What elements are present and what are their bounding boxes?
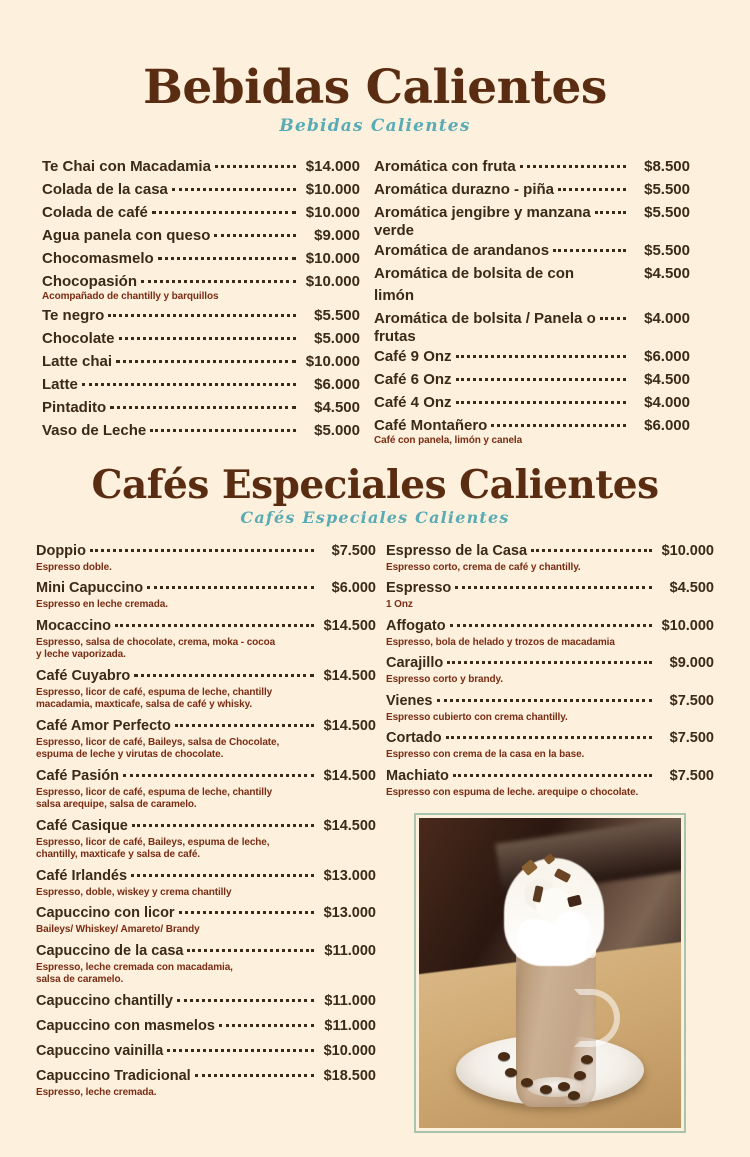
section-1-header [28, 62, 722, 138]
menu-entry-row [386, 616, 714, 637]
menu-entry [42, 225, 360, 247]
dot-leader [215, 165, 296, 168]
section-2-header [28, 463, 722, 529]
menu-entry [36, 716, 376, 762]
menu-entry-row [36, 541, 376, 562]
menu-entry-row [36, 1041, 376, 1062]
menu-entry-row [42, 202, 360, 224]
dot-leader [553, 249, 626, 252]
dot-leader [152, 211, 296, 214]
coffee-bean [540, 1085, 552, 1094]
menu-entry-row [36, 816, 376, 837]
menu-item-name: Chocomasmelo [42, 250, 154, 267]
menu-item-price: $18.500 [323, 1067, 376, 1084]
dot-leader [456, 355, 626, 358]
menu-item-description: Espresso con espuma de leche. arequipe o chocolate. [386, 786, 639, 798]
menu-entry [36, 578, 376, 612]
dot-leader [450, 624, 652, 627]
dot-leader [531, 549, 652, 552]
menu-entry-row [374, 392, 690, 414]
menu-item-name: Aromática de bolsita de con limón [374, 265, 575, 304]
menu-entry-row [386, 728, 714, 749]
dot-leader [600, 317, 626, 320]
menu-entry-row [42, 374, 360, 396]
menu-item-price: $11.000 [324, 992, 376, 1009]
coffee-bean [568, 1091, 580, 1100]
dot-leader [456, 401, 626, 404]
menu-item-name: Café 9 Onz [374, 348, 452, 365]
menu-entry [386, 578, 714, 612]
menu-entry [386, 728, 714, 762]
menu-entry-row [36, 578, 376, 599]
menu-item-price: $10.000 [305, 352, 360, 370]
menu-entry-row [42, 271, 360, 293]
menu-entry-row [374, 202, 690, 224]
menu-item-description: Café con panela, limón y canela [374, 435, 523, 446]
menu-item-name: Espresso [386, 580, 452, 596]
menu-item-price: $5.500 [644, 242, 690, 259]
dot-leader [453, 774, 652, 777]
menu-item-price: $5.000 [314, 329, 360, 347]
latte-photo-frame [414, 813, 686, 1133]
dot-leader [456, 378, 626, 381]
menu-item-name: Cortado [386, 730, 442, 746]
menu-entry-row [42, 420, 360, 442]
dot-leader [119, 337, 296, 340]
menu-item-name: Pintadito [42, 398, 107, 416]
menu-item-description: Espresso, doble, wiskey y crema chantilly [36, 886, 232, 898]
coffee-bean [498, 1052, 510, 1061]
dot-leader [175, 724, 314, 727]
menu-entry [42, 420, 360, 442]
menu-entry-row [386, 541, 714, 562]
latte-photo [419, 818, 681, 1128]
menu-item-description: Baileys/ Whiskey/ Amareto/ Brandy [36, 924, 200, 935]
menu-item-price: $7.500 [669, 767, 714, 784]
dot-leader [90, 549, 314, 552]
menu-item-price: $14.500 [323, 717, 376, 734]
menu-item-price: $4.500 [644, 371, 690, 388]
section-1-columns [28, 156, 722, 449]
menu-entry [374, 369, 690, 391]
menu-item-description: Espresso, leche cremada con macadamia, salsa de caramelo. [36, 961, 233, 985]
menu-item-price: $14.500 [323, 817, 376, 834]
dot-leader [446, 736, 652, 739]
dot-leader [167, 1049, 314, 1052]
menu-entry-row [386, 766, 714, 787]
menu-item-description: Espresso cubierto con crema chantilly. [386, 711, 568, 723]
section-2-columns [28, 541, 722, 1134]
menu-item-name-wrap: verde [374, 222, 415, 239]
menu-entry [374, 346, 690, 368]
section-cafes-especiales-calientes [0, 449, 750, 1134]
menu-entry [42, 374, 360, 396]
menu-entry [36, 766, 376, 812]
dot-leader [179, 911, 314, 914]
menu-item-name: Te Chai con Macadamia [42, 158, 211, 175]
menu-entry-row [36, 616, 376, 637]
menu-entry [374, 179, 690, 201]
menu-entry [36, 541, 376, 575]
menu-entry-row [374, 156, 690, 178]
menu-item-name: Te negro [42, 306, 105, 324]
dot-leader [447, 661, 652, 664]
menu-entry-row [386, 691, 714, 712]
section-2-right-column [376, 541, 714, 1134]
menu-entry [386, 616, 714, 650]
menu-entry [42, 328, 360, 350]
menu-item-price: $13.000 [323, 905, 376, 921]
dot-leader [134, 674, 314, 677]
menu-item-name: Agua panela con queso [42, 227, 211, 244]
menu-entry-row [36, 1016, 376, 1037]
menu-entry [386, 691, 714, 725]
menu-entry-row [36, 866, 376, 887]
menu-item-price: $14.500 [323, 617, 376, 634]
section-2-subtitle: Cafés Especiales Calientes [240, 507, 510, 527]
menu-item-name: Café Amor Perfecto [36, 717, 171, 734]
menu-entry-row [42, 328, 360, 350]
menu-entry [42, 305, 360, 327]
menu-item-price: $10.000 [305, 250, 360, 267]
menu-entry-row [36, 991, 376, 1012]
menu-item-name: Aromática de arandanos [374, 242, 550, 259]
menu-entry-row [36, 903, 376, 924]
dot-leader [558, 188, 626, 191]
dot-leader [110, 406, 296, 409]
section-2-right-items [386, 541, 714, 800]
menu-entry-row [386, 578, 714, 599]
section-1-right-column [360, 156, 690, 449]
menu-item-name: Latte [42, 375, 78, 393]
menu-item-name-wrap: frutas [374, 328, 416, 345]
menu-item-description: Espresso en leche cremada. [36, 599, 168, 610]
menu-item-price: $5.000 [314, 421, 360, 439]
menu-item-price: $10.000 [305, 181, 360, 198]
menu-item-description: Espresso, leche cremada. [36, 1086, 157, 1098]
menu-item-description: Espresso, licor de café, Baileys, espuma de leche, chantilly, maxticafe y salsa de café. [36, 836, 270, 860]
dot-leader [150, 429, 296, 432]
menu-item-name: Machiato [386, 767, 449, 784]
menu-item-description: Espresso, licor de café, Baileys, salsa de Chocolate, espuma de leche y virutas de chocolate. [36, 736, 280, 760]
menu-item-price: $4.500 [669, 580, 714, 596]
dot-leader [108, 314, 296, 317]
menu-entry [42, 156, 360, 178]
menu-item-name: Café 4 Onz [374, 394, 452, 411]
dot-leader [123, 774, 314, 777]
coffee-bean [574, 1071, 586, 1080]
menu-entry [42, 248, 360, 270]
menu-item-name: Aromática con fruta [374, 158, 516, 175]
menu-entry-row [42, 156, 360, 178]
menu-item-price: $4.000 [644, 310, 690, 327]
dot-leader [219, 1024, 314, 1027]
menu-item-price: $14.500 [323, 667, 376, 684]
dot-leader [595, 211, 626, 214]
menu-item-name: Capuccino chantilly [36, 992, 173, 1009]
section-bebidas-calientes [0, 0, 750, 449]
menu-item-description: Espresso, salsa de chocolate, crema, moka - cocoa y leche vaporizada. [36, 636, 276, 660]
dot-leader [177, 999, 314, 1002]
menu-entry [36, 991, 376, 1012]
menu-entry [374, 202, 690, 239]
menu-entry [36, 941, 376, 987]
menu-entry-row [42, 397, 360, 419]
menu-item-price: $14.500 [323, 767, 376, 784]
menu-item-name: Café 6 Onz [374, 371, 452, 388]
menu-item-description: Espresso corto, crema de café y chantilly. [386, 561, 581, 573]
menu-entry-row [42, 351, 360, 373]
menu-item-name: Affogato [386, 617, 446, 634]
menu-entry [374, 415, 690, 448]
menu-item-description: Espresso con crema de la casa en la base. [386, 749, 585, 760]
section-2-left-column [28, 541, 376, 1104]
menu-entry [386, 766, 714, 800]
menu-item-name: Colada de café [42, 204, 148, 221]
menu-entry [36, 1041, 376, 1062]
menu-item-name: Carajillo [386, 655, 444, 671]
menu-entry [374, 308, 690, 345]
coffee-bean [505, 1068, 517, 1077]
menu-item-price: $10.000 [323, 1042, 376, 1059]
menu-item-name: Vienes [386, 692, 433, 709]
menu-entry-row [42, 305, 360, 327]
menu-entry-row [374, 369, 690, 391]
menu-item-description: Espresso, licor de café, espuma de leche, chantilly macadamia, maxticafe, salsa de café y whisky. [36, 686, 273, 710]
menu-item-name: Capuccino de la casa [36, 942, 184, 959]
menu-item-name: Latte chai [42, 352, 113, 370]
menu-entry-row [42, 225, 360, 247]
dot-leader [491, 424, 626, 427]
menu-entry [386, 541, 714, 575]
coffee-bean [558, 1082, 570, 1091]
menu-item-price: $13.000 [323, 867, 376, 884]
menu-item-name: Chocopasión [42, 273, 138, 290]
menu-item-price: $7.500 [331, 542, 376, 559]
dot-leader [82, 383, 296, 386]
dot-leader [195, 1074, 314, 1077]
menu-item-price: $6.000 [644, 417, 690, 434]
menu-item-name: Aromática de bolsita / Panela o [374, 310, 596, 327]
menu-item-name: Capuccino con licor [36, 905, 175, 921]
dot-leader [187, 949, 314, 952]
dot-leader [455, 586, 652, 589]
menu-item-name: Café Casique [36, 817, 128, 834]
menu-item-price: $4.500 [314, 398, 360, 416]
menu-item-price: $5.500 [644, 181, 690, 198]
menu-item-name: Aromática durazno - piña [374, 181, 555, 198]
menu-entry [42, 271, 360, 304]
menu-entry [374, 392, 690, 414]
menu-entry-row [42, 179, 360, 201]
menu-item-description: 1 Onz [386, 599, 413, 610]
menu-entry-row [42, 248, 360, 270]
menu-entry-row [374, 415, 690, 437]
menu-item-price: $10.000 [305, 273, 360, 290]
menu-entry [42, 202, 360, 224]
menu-item-price: $7.500 [669, 730, 714, 746]
section-2-title: Cafés Especiales Calientes [91, 461, 659, 508]
menu-item-price: $9.000 [669, 655, 714, 671]
menu-entry [42, 397, 360, 419]
menu-item-price: $10.000 [661, 617, 714, 634]
menu-item-name: Café Irlandés [36, 867, 128, 884]
photo-row [386, 813, 714, 1133]
menu-item-description: Acompañado de chantilly y barquillos [42, 291, 219, 302]
menu-entry-row [374, 240, 690, 262]
dot-leader [131, 874, 314, 877]
menu-entry [374, 156, 690, 178]
dot-leader [520, 165, 626, 168]
menu-item-price: $4.500 [644, 265, 690, 282]
dot-leader [437, 699, 653, 702]
menu-entry [36, 866, 376, 900]
menu-entry-row [36, 766, 376, 787]
menu-item-price: $8.500 [644, 158, 690, 175]
menu-item-price: $4.000 [644, 394, 690, 411]
menu-item-price: $10.000 [305, 204, 360, 221]
menu-entry-row [374, 308, 690, 330]
menu-entry [374, 263, 690, 307]
menu-entry-row [36, 941, 376, 962]
menu-entry [36, 666, 376, 712]
menu-entry-row [36, 1066, 376, 1087]
menu-entry [386, 653, 714, 687]
menu-item-name: Vaso de Leche [42, 421, 147, 439]
menu-item-name: Capuccino vainilla [36, 1042, 164, 1059]
menu-entry [36, 1016, 376, 1037]
section-1-left-column [28, 156, 360, 449]
dot-leader [158, 257, 296, 260]
menu-entry [42, 351, 360, 373]
menu-item-price: $6.000 [314, 375, 360, 393]
menu-item-price: $6.000 [644, 348, 690, 365]
section-1-title: Bebidas Calientes [143, 60, 607, 115]
menu-item-price: $11.000 [324, 1017, 376, 1034]
menu-entry-row [36, 716, 376, 737]
menu-item-name: Mini Capuccino [36, 580, 144, 596]
menu-entry [374, 240, 690, 262]
section-1-subtitle: Bebidas Calientes [279, 116, 471, 136]
menu-entry [36, 903, 376, 937]
dot-leader [115, 624, 314, 627]
menu-item-name: Aromática jengibre y manzana [374, 204, 591, 221]
menu-item-name: Café Montañero [374, 417, 488, 434]
menu-item-description: Espresso, bola de helado y trozos de macadamia [386, 636, 615, 648]
menu-item-name: Doppio [36, 542, 86, 559]
menu-item-price: $7.500 [669, 692, 714, 709]
dot-leader [132, 824, 314, 827]
menu-item-price: $10.000 [661, 542, 714, 559]
menu-item-description: Espresso, licor de café, espuma de leche, chantilly salsa arequipe, salsa de caramelo. [36, 786, 273, 810]
dot-leader [147, 586, 314, 589]
menu-item-name: Espresso de la Casa [386, 542, 528, 559]
menu-item-price: $14.000 [305, 158, 360, 175]
menu-entry-row [374, 263, 690, 307]
menu-entry-row [374, 346, 690, 368]
menu-item-name: Capuccino Tradicional [36, 1067, 191, 1084]
menu-entry [36, 816, 376, 862]
menu-item-price: $6.000 [331, 580, 376, 596]
menu-entry-row [386, 653, 714, 674]
menu-item-name: Café Pasión [36, 767, 119, 784]
menu-item-description: Espresso doble. [36, 561, 112, 573]
menu-item-price: $9.000 [314, 227, 360, 244]
menu-entry-row [374, 179, 690, 201]
menu-item-description: Espresso corto y brandy. [386, 674, 503, 685]
menu-item-name: Colada de la casa [42, 181, 168, 198]
menu-item-name: Chocolate [42, 329, 115, 347]
dot-leader [116, 360, 296, 363]
menu-item-price: $5.500 [314, 306, 360, 324]
dot-leader [214, 234, 296, 237]
menu-item-name: Café Cuyabro [36, 667, 131, 684]
menu-item-name: Mocaccino [36, 617, 111, 634]
menu-entry-row [36, 666, 376, 687]
menu-entry [42, 179, 360, 201]
menu-entry [36, 1066, 376, 1100]
dot-leader [141, 280, 296, 283]
menu-item-price: $5.500 [644, 204, 690, 221]
menu-entry [36, 616, 376, 662]
dot-leader [172, 188, 296, 191]
menu-item-price: $11.000 [324, 942, 376, 959]
menu-item-name: Capuccino con masmelos [36, 1017, 215, 1034]
